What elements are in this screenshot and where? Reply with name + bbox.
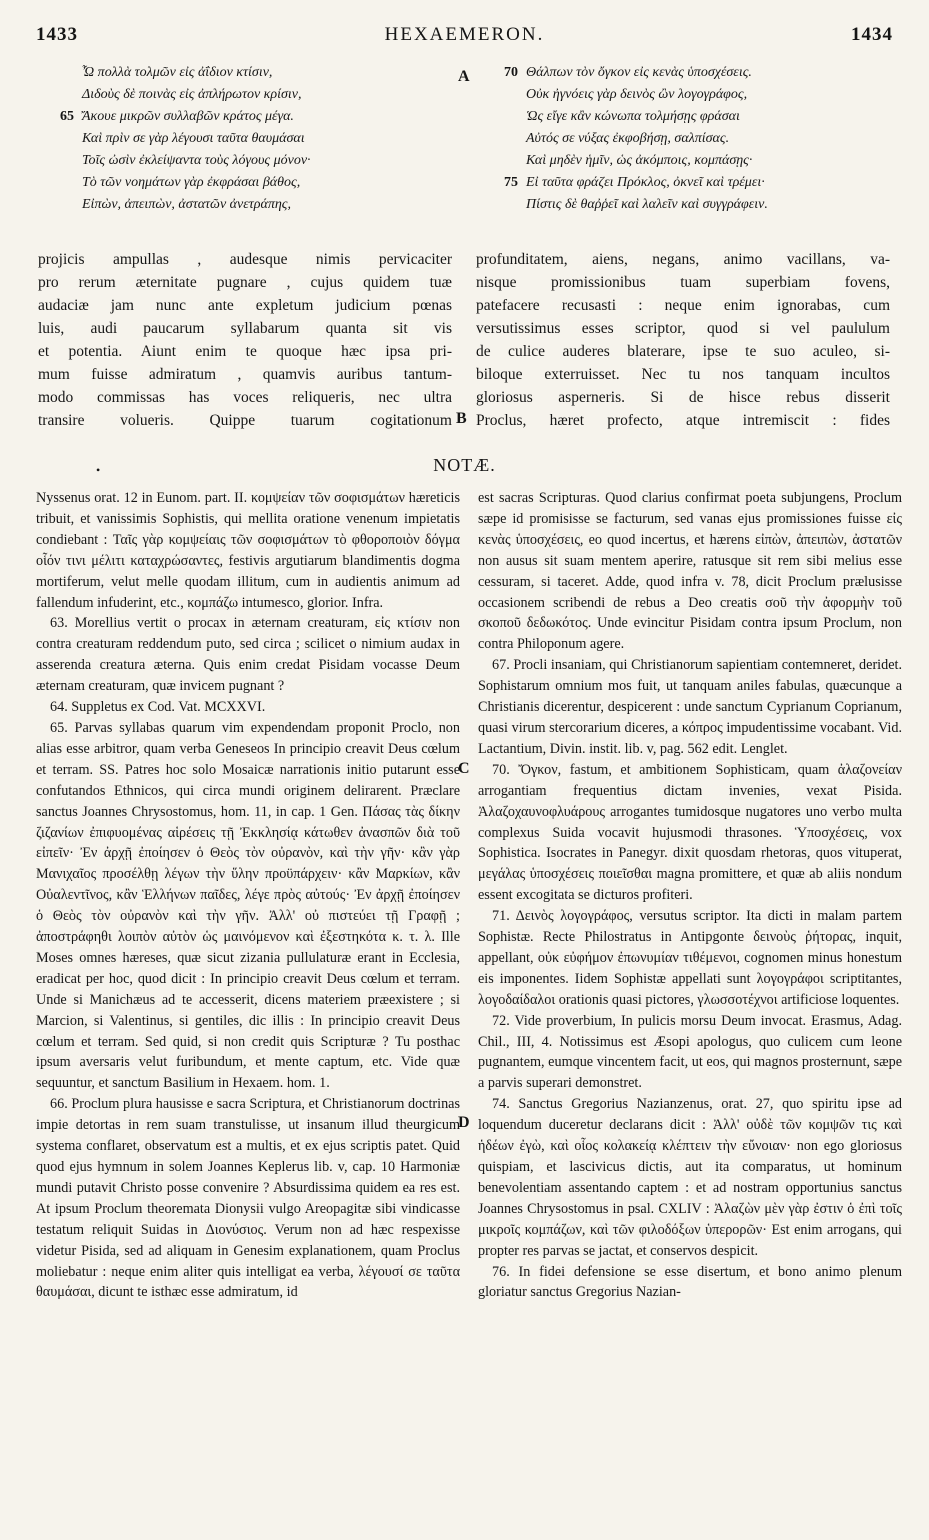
verse-line: Ὦ πολλὰ τολμῶν εἰς ἀΐδιον κτίσιν, [82, 65, 273, 80]
verse-line: Ὡς εἴγε κἂν κώνωπα τολμήσῃς φράσαι [526, 109, 740, 124]
verse-line: Εἰπὼν, ἀπειπὼν, ἀστατῶν ἀνετράπης, [82, 197, 291, 212]
margin-letter-c: C [458, 760, 470, 777]
latin-translation-left [38, 248, 452, 432]
verse-line: Διδοὺς δὲ ποινὰς εἰς ἀπλήρωτον κρίσιν, [82, 87, 302, 102]
note-paragraph: 63. Morellius vertit o procax in æternam creaturam, εἰς κτίσιν non contra creaturam reddendum puto, sed circa ; scilicet o nimium audax in asserenda creatura æterna. Quis enim credat Pisidam vocasse Deum æternam creaturam, quæ invicem pugnant ? [36, 615, 460, 695]
note-paragraph: 66. Proclum plura hausisse e sacra Scriptura, et Christianorum doctrinas impie detortas in rem suam transtulisse, ut insanum illud theurgicum systema conflaret, observatum est a multis, et ex ejus scriptis patet. Quid quod ejus hymnum in solem Joannes Keplerus lib. v, cap. 10 Harmoniæ mundi putavit Christo posse convenire ? Absurdissima quidem ea res est. At ipsum Proclum theoremata Dionysii vulgo Areopagitæ sibi vindicasse testatum reliquit Suidas in Διονύσιος. Verum non ad hæc respexisse videtur Pisida, sed ad aliquam in Genesim explanationem, quam Proclus moliebatur : neque enim aliter quis intelligat ea verba, λέγουσί σε ταῦτα θαυμάσαι, dicunt te isthæc esse admiratum, id [36, 1096, 460, 1301]
text-line: versutissimus esses scriptor, quod si vel paululum [476, 320, 890, 337]
note-paragraph: 65. Parvas syllabas quarum vim expendendam proponit Proclo, non alias esse arbitror, quam verba Geneseos In principio creavit Deus cœlum et terram. SS. Patres hoc solo Mosaicæ narrationis initio putarunt esse confutandos Ethnicos, qui circa mundi originem delirarent. Præclare sanctus Joannes Chrysostomus, hom. 11, in cap. 1 Gen. Πάσας τὰς δίκην ζιζανίων ἐπιφυομένας αἱρέσεις τῇ Ἐκκλησίᾳ κάτωθεν ἀνασπῶν διὰ τοῦ εἰπεῖν· Ἐν ἀρχῇ ἐποίησεν ὁ Θεὸς τὸν οὐρανὸν, καὶ τὴν γῆν· κἂν γὰρ Μανιχαῖος προσέλθῃ λέγων τὴν ὕλην προϋπάρχειν· κἂν Μαρκίων, κἂν Οὐαλεντῖνος, κἂν Ἑλλήνων παῖδες, λέγε πρὸς αὐτούς· Ἐν ἀρχῇ ἐποίησεν ὁ Θεὸς τὸν οὐρανὸν καὶ τὴν γῆν. Ἀλλ' οὐ πιστεύει τῇ Γραφῇ ; ἀποστράφηθι λοιπὸν αὐτὸν ὡς μαινόμενον καὶ ἐξεστηκότα κ. τ. λ. Ille Moses omnes hæreses, quæ sicut zizania pullulaturæ erant in Ecclesia, eradicat per hoc, quod dicit : In principio creavit Deus cœlum et terram. Unde si Manichæus ad te accesserit, dicens materiem præexistere ; si Marcion, si Valentinus, si gentiles, dic illis : In principio creavit Deus cœlum et terram. Sed quid, si non credit quis Scripturæ ? Tu posthac ipsum aversaris velut furibundum, et mente captum, etc. Vide quæ sequuntur, et sanctum Basilium in Hexaem. hom. 1. [36, 719, 460, 1092]
verse-line: Οὐκ ἠγνόεις γὰρ δεινὸς ὢν λογογράφος, [526, 87, 748, 102]
note-paragraph: 72. Vide proverbium, In pulicis morsu Deum invocat. Erasmus, Adag. Chil., III, 4. Notissimus est Æsopi apologus, quo culicem cum leone pugnantem, eumque vincentem facit, ut eos, qui magnos prosternunt, sæpe a parvis superari demonstret. [478, 1012, 902, 1092]
text-line: transire volueris. Quippe tuarum cogitationum [38, 412, 452, 429]
margin-letter-d: D [458, 1114, 470, 1131]
text-line: biloque exterruisset. Nec tu nos tanquam incultos [476, 366, 890, 383]
greek-verses-left [60, 62, 311, 216]
margin-letter-a: A [458, 68, 470, 85]
text-line: gloriosus asperneris. Si de hisce rebus disserit [476, 389, 890, 406]
note-paragraph: 67. Procli insaniam, qui Christianorum sapientiam contemneret, deridet. Sophistarum omnium mos fuit, ut tanquam aniles fabulas, quæcunque a Christianis dicerentur, despicerent : unde sanctum Cyprianum Coprianum, quasi virum stercorarium diceres, a κόπρος impudentissime vocabant. Vid. Lactantium, Divin. instit. lib. v, pag. 562 edit. Lenglet. [478, 657, 902, 757]
verse-line: Πίστις δὲ θαῤῥεῖ καὶ λαλεῖν καὶ συγγράφειν. [526, 197, 768, 212]
text-line: projicis ampullas , audesque nimis pervicaciter [38, 251, 452, 268]
note-paragraph: 76. In fidei defensione se esse disertum, et bono animo plenum gloriatur sanctus Gregorius Nazian- [478, 1263, 902, 1301]
latin-translation-right [476, 248, 890, 432]
text-line: de culice auderes blaterare, ipse te suo aculeo, si- [476, 343, 890, 360]
text-line: patefacere recusasti : neque enim ignorabas, cum [476, 297, 890, 314]
separator-dot: • [96, 463, 101, 477]
text-line: luis, audi paucarum syllabarum quanta sit vis [38, 320, 452, 337]
verse-line: 70 Θάλπων τὸν ὄγκον εἰς κενὰς ὑποσχέσεις. [504, 65, 752, 80]
verse-line: Τὸ τῶν νοημάτων γὰρ ἐκφράσαι βάθος, [82, 175, 301, 190]
verse-line: Καὶ μηδὲν ἡμῖν, ὡς ἀκόμποις, κομπάσῃς· [526, 153, 753, 168]
verse-line: 75 Εἰ ταῦτα φράζει Πρόκλος, ὀκνεῖ καὶ τρέμει· [504, 175, 765, 190]
note-paragraph: est sacras Scripturas. Quod clarius confirmat poeta subjungens, Proclum sæpe id promisisse se facturum, sed vanas ejus promissiones fuisse εἰς κενὰς ὑποσχέσεις, eo quod incertus, et hærens εἰπὼν, ἀπειπὼν, ἀστατῶν non ausus sit suam mentem aperire, ratusque sit rem sibi melius esse cessuram, si taceret. Adde, quod infra v. 78, dicit Proclum prælusisse occasionem scribendi de rebus a Deo creatis σοῦ τὴν ἀφορμὴν τοῦ σκοποῦ δεδωκότος. Unde evincitur Pisidam contra ipsum Proclum, non contra Philoponum agere. [478, 490, 902, 653]
note-paragraph: 71. Δεινὸς λογογράφος, versutus scriptor. Ita dicti in malam partem Sophistæ. Recte Philostratus in Antipgonte δεινοὺς ῥήτορας, inquit, appellant, οὐκ εὐφήμον ἐπωνυμίαν τιθέμενοι, cognomen minus honestum eis imponentes. Iidem Sophistæ appellati sunt λογογράφοι scriptitantes, λογοδαίδαλοι orationis quasi pictores, γλωσσοτέχνοι artificiose loquentes. [478, 908, 902, 1008]
text-line: modo commissas has voces reliqueris, nec ultra [38, 389, 452, 406]
verse-line: Αὐτός σε νύξας ἐκφοβήσῃ, σαλπίσας. [526, 131, 730, 146]
greek-verses-right [504, 62, 768, 216]
text-line: et potentia. Aiunt enim te quoque hæc ipsa pri- [38, 343, 452, 360]
running-title: HEXAEMERON. [384, 24, 545, 45]
notes-column-left [36, 488, 460, 1303]
note-paragraph: Nyssenus orat. 12 in Eunom. part. II. κομψείαν τῶν σοφισμάτων hæreticis tribuit, et vanissimis Sophistis, qui mellita oratione venenum impietatis condiebant : Ταῖς γὰρ κομψείαις τῶν σοφισμάτων τὸ φθοροποιὸν δόγμα οἷόν τινι μέλιτι καταχρώσαντες, festivis argutiarum blandimentis dogma mortiferum, velut melle quodam illitum, cum in audientis animum ad fallendum infuderint, etc., κομπάζω intumesco, glorior. Infra. [36, 490, 460, 611]
text-line: Proclus, hæret profecto, atque intremiscit : fides [476, 412, 890, 429]
notes-column-right [478, 488, 902, 1303]
text-line: nisque promissionibus tuam superbiam fovens, [476, 274, 890, 291]
note-paragraph: 74. Sanctus Gregorius Nazianzenus, orat. 27, quo spiritu ipse ad loquendum duceretur declarans dicit : Ἀλλ' οὐδὲ τῶν κομψῶν τις καὶ ἡδέων ἐγὼ, καὶ οἷος κολακείᾳ κλέπτειν τὴν εὔνοιαν· non ego gloriosus quispiam, et lascivicus dictis, aut ita comparatus, ut hominum benevolentiam assentando captem : et ad nostram opportunius sanctus Joannes Chrysostomus in psal. CXLIV : Ἀλαζὼν μὲν γὰρ ἐστιν ὁ ἐπὶ τοῖς μικροῖς κομπάζων, καὶ τῶν φιλοδόξων ὑπερορῶν· Est enim arrogans, qui propter res parvas se jactat, et conservos despicit. [478, 1096, 902, 1259]
notes-heading: NOTÆ. [433, 455, 496, 475]
column-number-left: 1433 [36, 24, 78, 45]
text-line: mum fuisse admiratum , quamvis auribus tantum- [38, 366, 452, 383]
note-paragraph: 64. Suppletus ex Cod. Vat. MCXXVI. [50, 699, 266, 716]
note-paragraph: 70. Ὄγκον, fastum, et ambitionem Sophisticam, quam ἀλαζονείαν arrogantiam frequentius dictam invenies, vexat Pisida. Ἀλαζοχαυνοφλυάρους arrogantes tumidosque nugatores uno verbo multa complexus Suida vocavit hujusmodi thrasones. Ὑποσχέσεις, vox Sophistica. Isocrates in Panegyr. dixit quosdam rhetoras, quos vituperat, μεγάλας ὑποσχέσεις ποιεῖσθαι magna promittere, et quæ ab aliis nondum essent excogitata se dicturos profiteri. [478, 761, 902, 904]
verse-line: 65 Ἄκουε μικρῶν συλλαβῶν κράτος μέγα. [60, 109, 294, 124]
text-line: pro rerum æternitate pugnare , cujus quidem tuæ [38, 274, 452, 291]
verse-line: Τοῖς ὠσὶν ἐκλείψαντα τοὺς λόγους μόνον· [82, 153, 311, 168]
column-number-right: 1434 [851, 24, 893, 45]
margin-letter-b: B [456, 410, 467, 427]
text-line: audaciæ jam nunc ante expletum judicium pœnas [38, 297, 452, 314]
verse-line: Καὶ πρὶν σε γὰρ λέγουσι ταῦτα θαυμάσαι [82, 131, 305, 146]
text-line: profunditatem, aiens, negans, animo vacillans, va- [476, 251, 890, 268]
